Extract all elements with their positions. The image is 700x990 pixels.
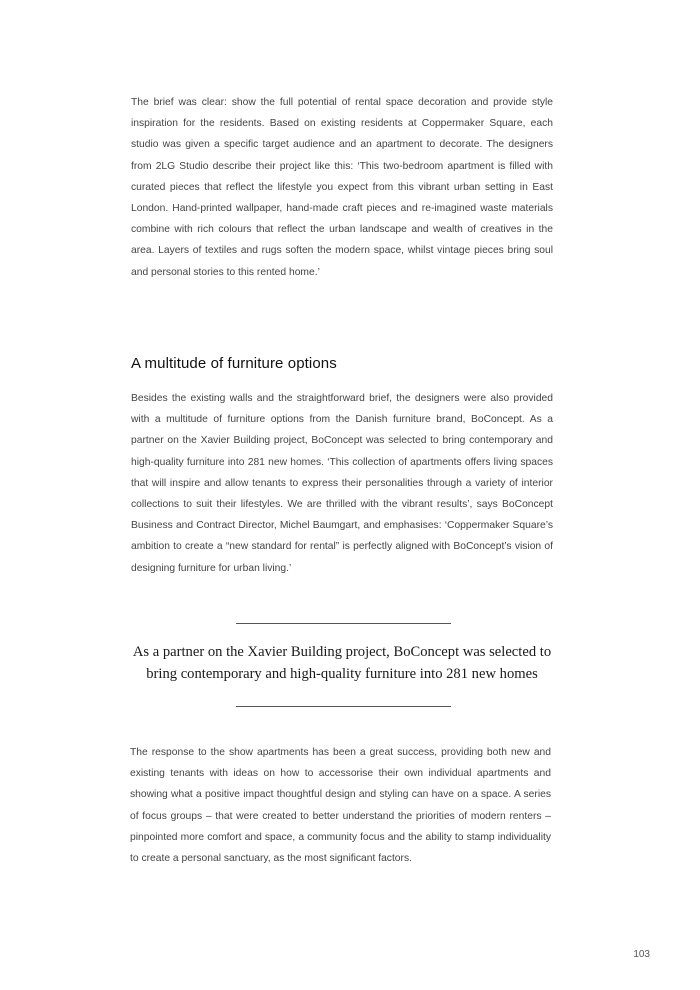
furniture-paragraph: Besides the existing walls and the straightforward brief, the designers were also provided with a multitude of furniture options from the Danish furniture brand, BoConcept. As a partner on the Xavier Building project, BoConcept was selected to bring contemporary and high-quality furniture into 281 new homes. ‘This collection of apartments offers living spaces that will inspire and allow tenants to express their personalities through a variety of interior collections to suit their lifestyles. We are thrilled with the vibrant results’, says BoConcept Business and Contract Director, Michel Baumgart, and emphasises: ‘Coppermaker Square’s ambition to create a “new standard for rental” is perfectly aligned with BoConcept’s vision of designing furniture for urban living.’ xyxy=(131,393,553,574)
response-paragraph: The response to the show apartments has been a great success, providing both new and existing tenants with ideas on how to accessorise their own individual apartments and showing what a positive impact thoughtful design and styling can have on a space. A series of focus groups – that were created to better understand the priorities of modern renters – pinpointed more comfort and space, a community focus and the ability to stamp individuality to create a personal sanctuary, as the most significant factors. xyxy=(130,747,551,865)
pull-quote: As a partner on the Xavier Building project, BoConcept was selected to bring contemporary and high-quality furniture into 281 new homes xyxy=(132,644,552,682)
intro-paragraph: The brief was clear: show the full potential of rental space decoration and provide style inspiration for the residents. Based on existing residents at Coppermaker Square, each studio was given a specific target audience and an apartment to decorate. The designers from 2LG Studio describe their project like this: ‘This two-bedroom apartment is filled with curated pieces that reflect the lifestyle you expect from this vibrant urban setting in East London. Hand-printed wallpaper, hand-made craft pieces and re-imagined waste materials combine with rich colours that reflect the urban landscape and wealth of creatives in the area. Layers of textiles and rugs soften the modern space, whilst vintage pieces bring soul and personal stories to this rented home.’ xyxy=(131,97,553,278)
pull-quote-top-rule xyxy=(236,623,451,624)
page-number: 103 xyxy=(633,949,650,960)
pull-quote-bottom-rule xyxy=(236,706,451,707)
section-heading: A multitude of furniture options xyxy=(131,355,337,372)
